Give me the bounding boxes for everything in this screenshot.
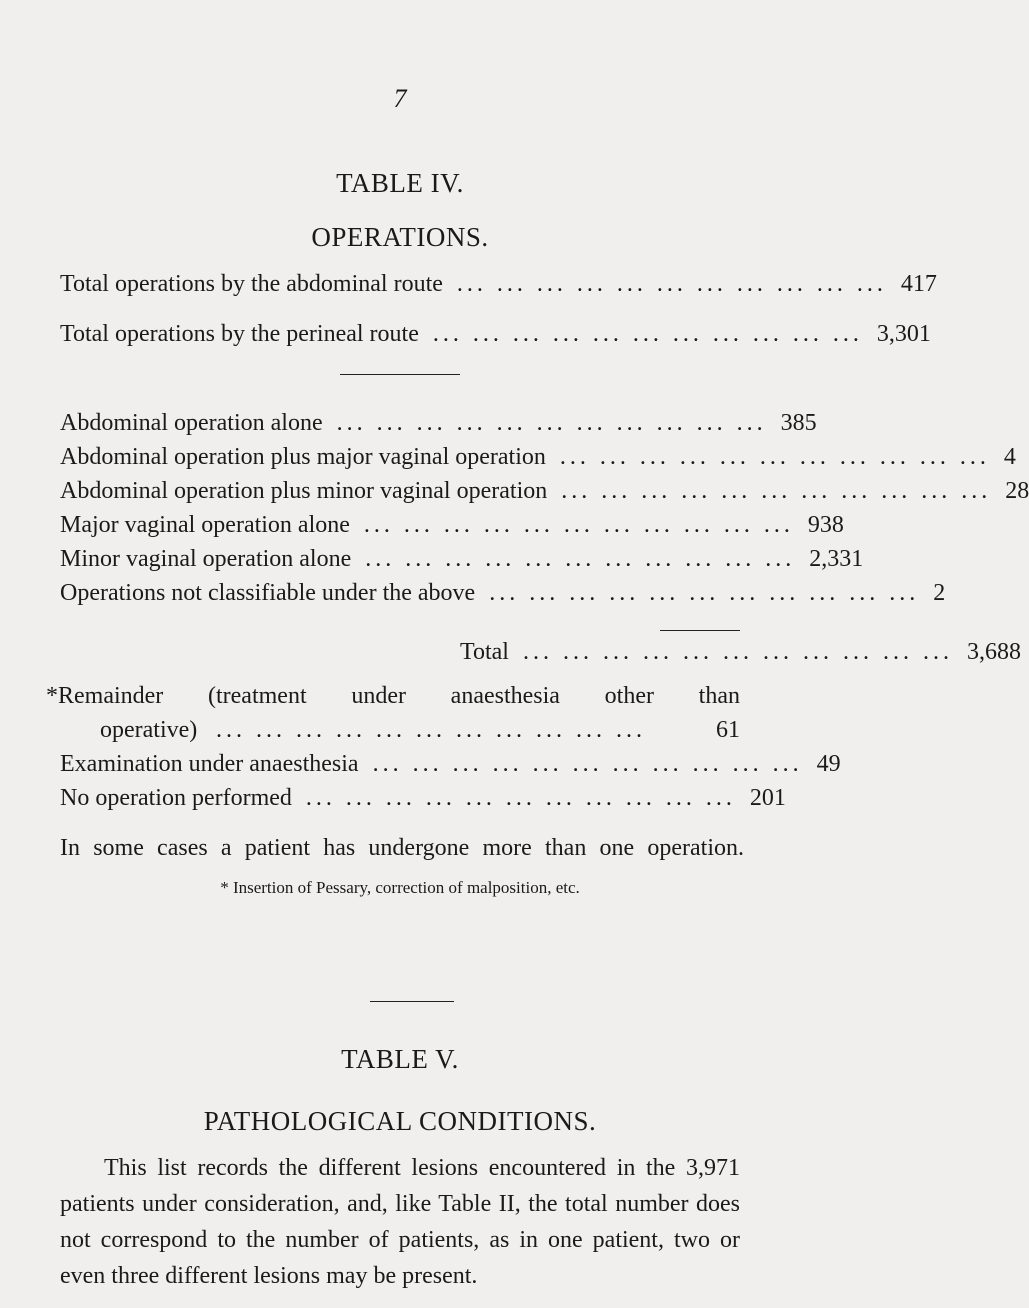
total-row xyxy=(460,634,1021,670)
table-5-title: TABLE V. xyxy=(341,1044,459,1074)
row-label: Total operations by the perineal route xyxy=(60,321,419,347)
row-value: 2 xyxy=(933,580,946,606)
detail-row xyxy=(60,439,1016,475)
leader-dots: ... ... ... ... ... ... ... ... ... ... ... xyxy=(372,751,803,777)
leader-dots: ... ... ... ... ... ... ... ... ... ... ... xyxy=(559,444,990,470)
leader-dots: ... ... ... ... ... ... ... ... ... ... ... xyxy=(522,639,953,665)
row-label: Examination under anaesthesia xyxy=(60,751,359,777)
row-value: 4 xyxy=(1003,444,1016,470)
total-rule xyxy=(660,630,740,631)
leader-dots: ... ... ... ... ... ... ... ... ... ... ... xyxy=(489,580,920,606)
row-label: Abdominal operation plus major vaginal operation xyxy=(60,444,546,470)
remainder-label-line1: *Remainder (treatment under anaesthesia other than xyxy=(46,683,740,709)
total-label: Total xyxy=(460,639,509,665)
row-value: 938 xyxy=(807,512,844,538)
table-note: In some cases a patient has undergone more than one operation. xyxy=(60,835,744,861)
leader-dots: ... ... ... ... ... ... ... ... ... ... ... xyxy=(432,321,863,347)
row-value: 2,331 xyxy=(809,546,864,572)
footnote: * Insertion of Pessary, correction of malposition, etc. xyxy=(220,878,580,897)
leader-dots: ... ... ... ... ... ... ... ... ... ... ... xyxy=(365,546,796,572)
detail-row xyxy=(60,507,844,543)
row-label: Total operations by the abdominal route xyxy=(60,271,443,297)
row-value: 3,301 xyxy=(876,321,931,347)
detail-row xyxy=(60,405,817,441)
detail-row xyxy=(60,473,1029,509)
summary-row-abdominal xyxy=(60,266,937,302)
table-4-subtitle: OPERATIONS. xyxy=(311,222,489,252)
leader-dots: ... ... ... ... ... ... ... ... ... ... ... xyxy=(305,785,736,811)
remainder-row xyxy=(60,712,740,748)
leader-dots: ... ... ... ... ... ... ... ... ... ... ... xyxy=(561,478,992,504)
row-label: Major vaginal operation alone xyxy=(60,512,350,538)
row-label: No operation performed xyxy=(60,785,292,811)
row-value: 201 xyxy=(749,785,786,811)
row-label: Abdominal operation plus minor vaginal operation xyxy=(60,478,548,504)
detail-row xyxy=(60,575,946,611)
table-5-subtitle: PATHOLOGICAL CONDITIONS. xyxy=(203,1106,597,1136)
row-value: 28 xyxy=(1005,478,1029,504)
page-number: 7 xyxy=(393,84,407,113)
paragraph-text: This list records the different lesions encountered in the 3,971 patients under consideration, and, like Table II, the total number does not correspond to the number of patients, as in one patient, two or even three different lesions may be present. xyxy=(60,1155,740,1289)
no-operation-row xyxy=(60,780,786,816)
row-label: operative) xyxy=(100,717,198,743)
detail-row xyxy=(60,541,864,577)
row-label: Abdominal operation alone xyxy=(60,410,323,436)
table-4-title: TABLE IV. xyxy=(336,168,464,198)
row-value: 61 xyxy=(716,717,740,743)
row-label: Operations not classifiable under the above xyxy=(60,580,476,606)
section-divider xyxy=(340,374,460,375)
section-divider xyxy=(370,1001,454,1002)
leader-dots: ... ... ... ... ... ... ... ... ... ... ... xyxy=(363,512,794,538)
summary-row-perineal xyxy=(60,316,931,352)
leader-dots: ... ... ... ... ... ... ... ... ... ... ... xyxy=(216,717,646,743)
total-value: 3,688 xyxy=(966,639,1021,665)
row-value: 385 xyxy=(780,410,817,436)
leader-dots: ... ... ... ... ... ... ... ... ... ... ... xyxy=(336,410,767,436)
row-value: 49 xyxy=(816,751,841,777)
row-label: Minor vaginal operation alone xyxy=(60,546,352,572)
row-value: 417 xyxy=(900,271,937,297)
table-5-paragraph xyxy=(60,1150,740,1294)
examination-row xyxy=(60,746,841,782)
leader-dots: ... ... ... ... ... ... ... ... ... ... ... xyxy=(456,271,887,297)
